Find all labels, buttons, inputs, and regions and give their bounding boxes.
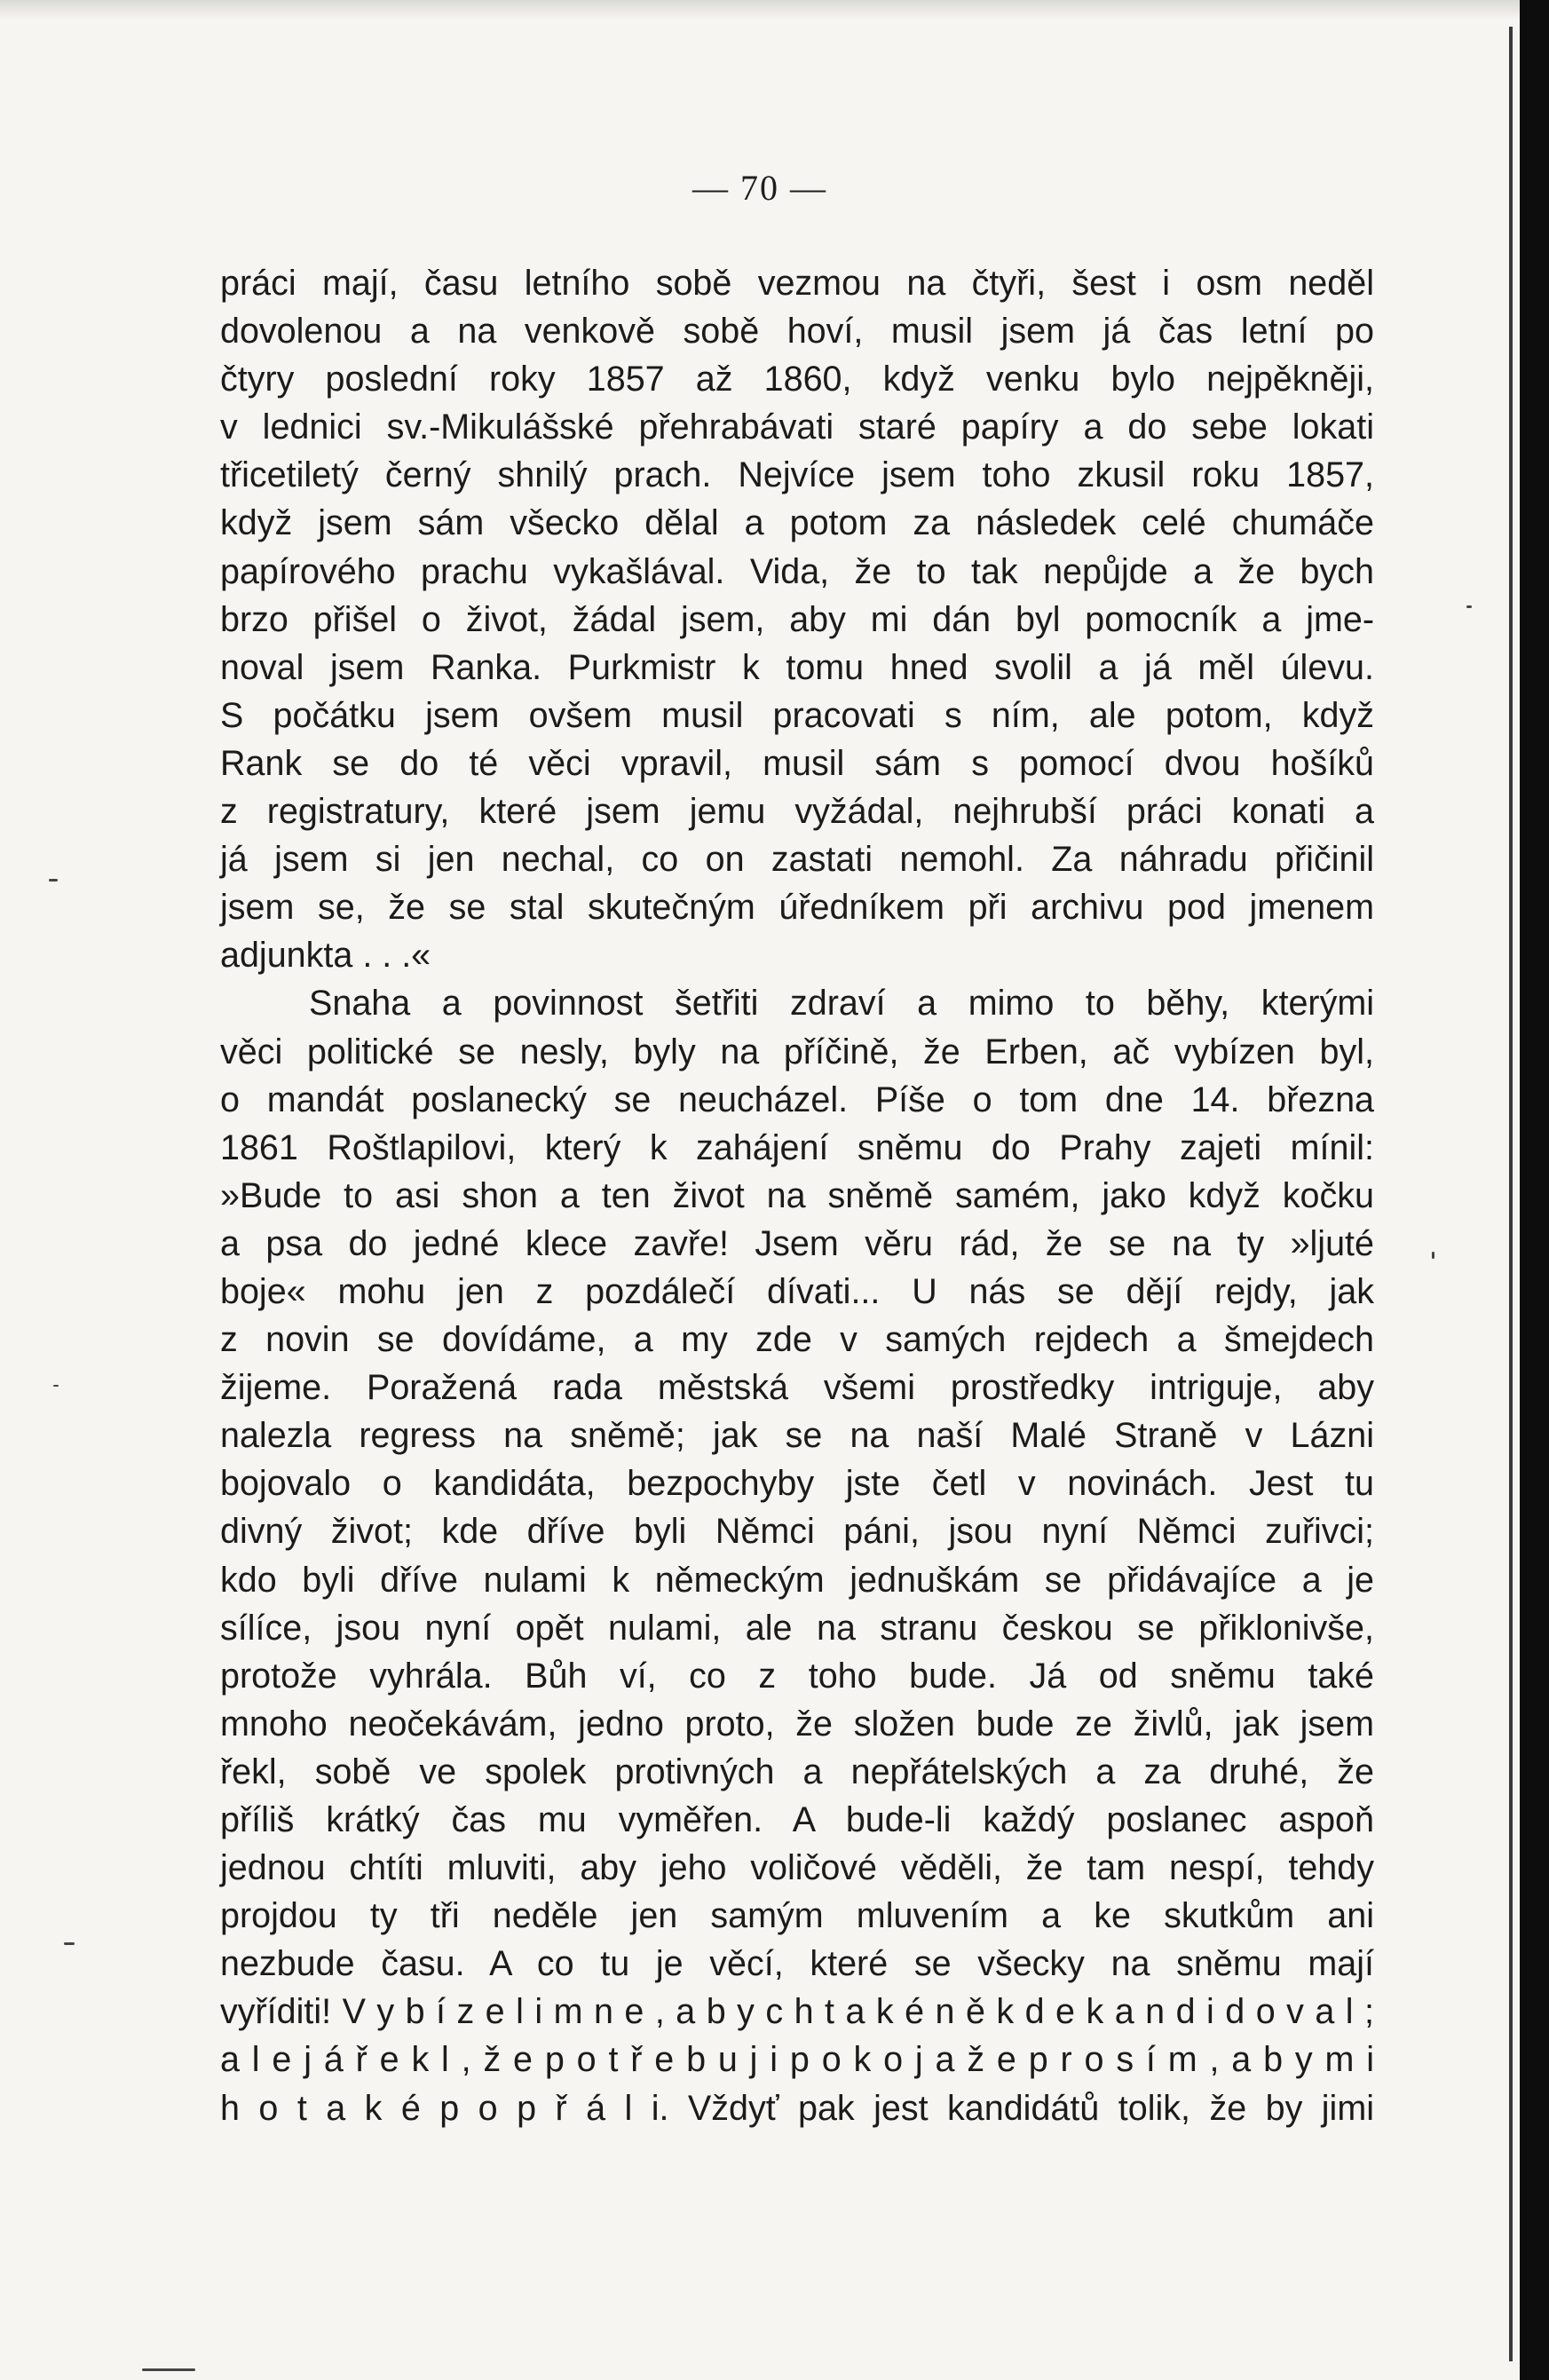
text-line: dovolenou a na venkově sobě hoví, musil jsem já čas letní po	[220, 312, 1374, 352]
text-line: brzo přišel o život, žádal jsem, aby mi dán byl pomocník a jme-	[220, 599, 1374, 639]
text-line: řekl, sobě ve spolek protivných a nepřátelských a za druhé, že	[220, 1751, 1374, 1791]
text-line: z registratury, které jsem jemu vyžádal, nejhrubší práci konati a	[220, 792, 1374, 832]
scan-border	[1520, 0, 1549, 2380]
text-line: v lednici sv.-Mikulášské přehrabávati staré papíry a do sebe lokati	[220, 407, 1374, 447]
page-edge-shadow	[1509, 27, 1513, 2361]
text-line: projdou ty tři neděle jen samým mluvením a ke skutkům ani	[220, 1896, 1374, 1936]
text-line: S počátku jsem ovšem musil pracovati s ním, ale potom, když	[220, 695, 1374, 735]
text-line: čtyry poslední roky 1857 až 1860, když venku bylo nejpěkněji,	[220, 360, 1374, 399]
text-line: mnoho neočekávám, jedno proto, že složen bude ze živlů, jak jsem	[220, 1704, 1374, 1743]
text-line: h o t a k é p o p ř á l i. Vždyť pak jest kandidátů tolik, že by jimi	[220, 2088, 1374, 2128]
text-line: a psa do jedné klece zavře! Jsem věru rád, že se na ty »ljuté	[220, 1223, 1374, 1263]
text-line: noval jsem Ranka. Purkmistr k tomu hned svolil a já měl úlevu.	[220, 647, 1374, 687]
paragraph-end-line: adjunkta . . .«	[220, 936, 431, 976]
text-line: 1861 Roštlapilovi, který k zahájení sněmu do Prahy zajeti mínil:	[220, 1127, 1374, 1167]
text-line: nezbude času. A co tu je věcí, které se všecky na sněmu mají	[220, 1944, 1374, 1984]
text-line: sílíce, jsou nyní opět nulami, ale na stranu českou se přiklonivše,	[220, 1608, 1374, 1648]
text-line: třicetiletý černý shnilý prach. Nejvíce jsem toho zkusil roku 1857,	[220, 455, 1374, 495]
text-line: když jsem sám všecko dělal a potom za následek celé chumáče	[220, 503, 1374, 543]
text-line: nalezla regress na sněmě; jak se na naší Malé Straně v Lázni	[220, 1416, 1374, 1456]
text-line: boje« mohu jen z pozdálečí dívati... U nás se dějí rejdy, jak	[220, 1271, 1374, 1311]
text-line: kdo byli dříve nulami k německým jednuškám se přidávajíce a je	[220, 1560, 1374, 1600]
text-line: bojovalo o kandidáta, bezpochyby jste četl v novinách. Jest tu	[220, 1464, 1374, 1504]
text-line: žijeme. Poražená rada městská všemi prostředky intriguje, aby	[220, 1368, 1374, 1408]
text-line: »Bude to asi shon a ten život na sněmě samém, jako když kočku	[220, 1175, 1374, 1215]
text-line: vyříditi! V y b í z e l i m n e , a b y c h t a k é n ě k d e k a n d i d o v a l ;	[220, 1992, 1374, 2032]
scan-speck	[1432, 1252, 1434, 1259]
page-number: — 70 —	[692, 168, 827, 208]
scan-speck	[49, 879, 58, 882]
text-line: práci mají, času letního sobě vezmou na čtyři, šest i osm neděl	[220, 264, 1374, 303]
text-line: jsem se, že se stal skutečným úředníkem při archivu pod jmenem	[220, 888, 1374, 928]
paragraph-start-line: Snaha a povinnost šetřiti zdraví a mimo to běhy, kterými	[309, 984, 1374, 1024]
scan-speck	[142, 2368, 195, 2371]
text-line: z novin se dovídáme, a my zde v samých rejdech a šmejdech	[220, 1320, 1374, 1360]
text-line: Rank se do té věci vpravil, musil sám s pomocí dvou hošíků	[220, 743, 1374, 783]
text-line: příliš krátký čas mu vyměřen. A bude-li každý poslanec aspoň	[220, 1800, 1374, 1839]
scan-speck	[53, 1385, 59, 1387]
text-line: věci politické se nesly, byly na příčině, že Erben, ač vybízen byl,	[220, 1032, 1374, 1071]
scan-speck	[1466, 605, 1472, 608]
scan-speck	[64, 1942, 75, 1945]
text-line: divný život; kde dříve byli Němci páni, jsou nyní Němci zuřivci;	[220, 1512, 1374, 1552]
body-text	[220, 259, 1374, 2132]
text-line: a l e j á ř e k l , ž e p o t ř e b u j i p o k o j a ž e p r o s í m , a b y m i	[220, 2040, 1374, 2080]
text-line: já jsem si jen nechal, co on zastati nemohl. Za náhradu přičinil	[220, 840, 1374, 880]
text-line: o mandát poslanecký se neucházel. Píše o tom dne 14. března	[220, 1079, 1374, 1119]
text-line: papírového prachu vykašlával. Vida, že to tak nepůjde a že bych	[220, 551, 1374, 591]
text-line: jednou chtíti mluviti, aby jeho voličové věděli, že tam nespí, tehdy	[220, 1848, 1374, 1888]
text-line: protože vyhrála. Bůh ví, co z toho bude. Já od sněmu také	[220, 1656, 1374, 1696]
